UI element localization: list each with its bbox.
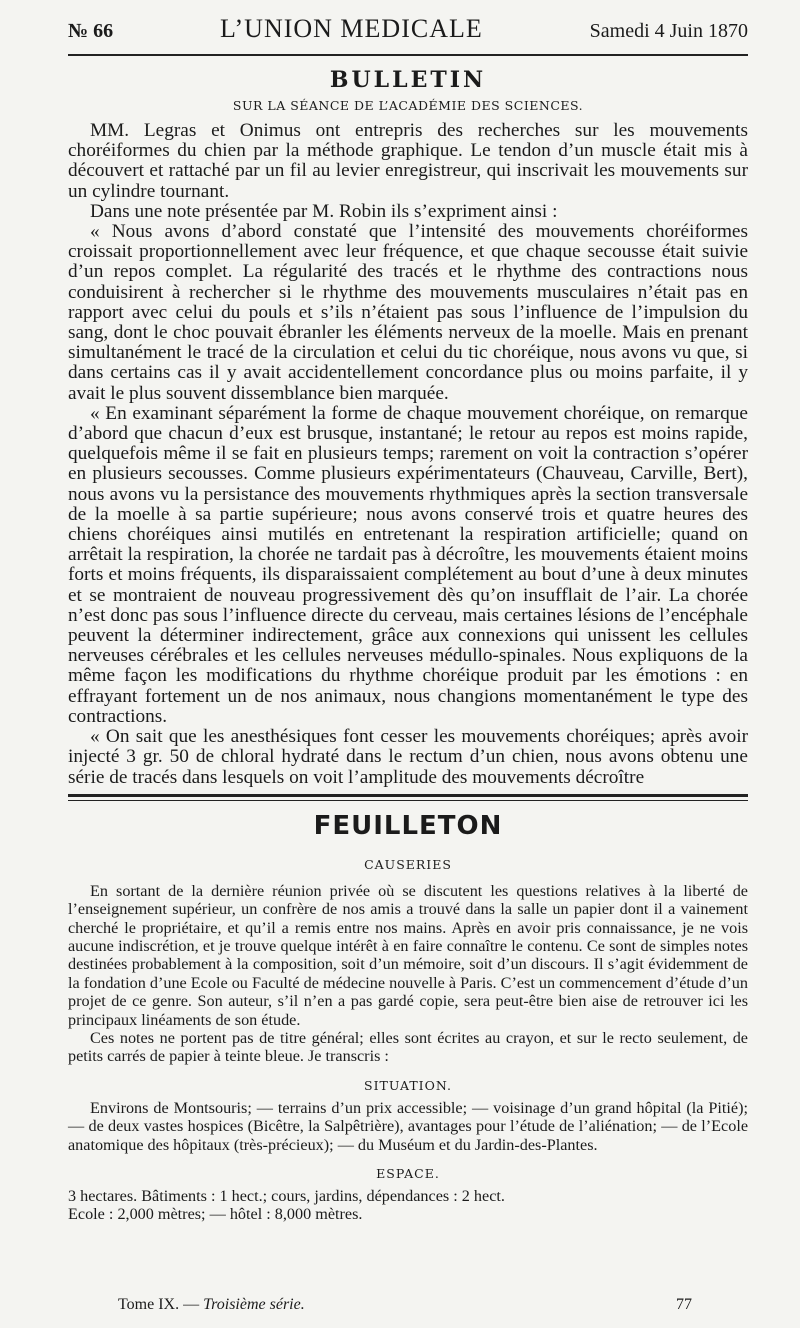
- bulletin-paragraph: Dans une note présentée par M. Robin ils s’expriment ainsi :: [90, 200, 558, 222]
- bulletin-subtitle: SUR LA SÉANCE DE L’ACADÉMIE DES SCIENCES.: [232, 98, 584, 113]
- bulletin-paragraph: MM. Legras et Onimus ont entrepris des recherches sur les mouvements choréiformes du chien par la méthode graphique. Le tendon d’un muscle était mis à découvert et rattaché par un fil au levier enregistreur, qui inscrivait les mouvements sur un cylindre tournant.: [68, 120, 748, 202]
- page-number: 77: [676, 1296, 692, 1313]
- volume-info: [118, 1296, 305, 1314]
- bulletin-title: BULLETIN: [329, 67, 487, 93]
- issue-date: Samedi 4 Juin 1870: [589, 20, 748, 42]
- section-divider: [68, 794, 748, 801]
- journal-title: L’UNION MEDICALE: [220, 14, 483, 43]
- feuilleton-paragraph: Ces notes ne portent pas de titre général; elles sont écrites au crayon, et sur le recto seulement, de petits carrés de papier à teinte bleue. Je transcris :: [68, 1028, 748, 1066]
- header-rule: [68, 54, 748, 56]
- bulletin-paragraph: « On sait que les anesthésiques font cesser les mouvements choréiques; après avoir injecté 3 gr. 50 de chloral hydraté dans le rectum d’un chien, nous avons obtenu une série de tracés dans lesquels on voit l’amplitude des mouvements décroître: [68, 726, 748, 788]
- page-footer: [118, 1296, 692, 1314]
- feuilleton-body: [68, 882, 748, 1224]
- feuilleton-subtitle: CAUSERIES: [364, 856, 452, 872]
- situation-text: Environs de Montsouris; — terrains d’un prix accessible; — voisinage d’un grand hôpital (la Pitié); — de deux vastes hospices (Bicêtre, la Salpêtrière), avantages pour l’étude de l’aliénation; — de l’Ecole anatomique des hôpitaux (très-précieux); — du Muséum et du Jardin-des-Plantes.: [68, 1098, 748, 1154]
- situation-heading: SITUATION.: [364, 1077, 452, 1093]
- espace-line: Ecole : 2,000 mètres; — hôtel : 8,000 mètres.: [68, 1205, 363, 1224]
- feuilleton-title: FEUILLETON: [313, 810, 503, 841]
- series-label: Troisième série.: [203, 1296, 305, 1313]
- bulletin-body: [68, 121, 748, 788]
- feuilleton-paragraph: En sortant de la dernière réunion privée où se discutent les questions relatives à la liberté de l’enseignement supérieur, un confrère de nos amis a trouvé dans la salle un papier dont il a vainement cherché le propriétaire, et qu’il a remis entre nos mains. Après en avoir pris connaissance, je ne vois aucune indiscrétion, et je trouve quelque intérêt à en faire connaître le contenu. Ce sont de simples notes destinées probablement à la composition, soit d’un mémoire, soit d’un discours. Il s’agit évidemment de la fondation d’une Ecole ou Faculté de médecine nouvelle à Paris. C’est un commencement d’étude d’un projet de ce genre. Son auteur, s’il n’en a pas gardé copie, sera peut-être bien aise de retrouver ici les principaux linéaments de son étude.: [68, 881, 748, 1029]
- issue-number: № 66: [68, 20, 114, 42]
- bulletin-paragraph: « En examinant séparément la forme de chaque mouvement choréique, on remarque d’abord que chacun d’eux est brusque, instantané; le retour au repos est moins rapide, quelquefois même il se fait en plusieurs temps; rarement on voit la contraction s’opérer en plusieurs secousses. Comme plusieurs expérimentateurs (Chauveau, Carville, Bert), nous avons vu la persistance des mouvements rhythmiques après la section transversale de la moelle à sa partie supérieure; nous avons conservé trois et quatre heures des chiens choréiques ainsi mutilés en entretenant la respiration artificielle; quand on arrêtait la respiration, la chorée ne tardait pas à décroître, les mouvements étaient moins forts et moins fréquents, ils disparaissaient complétement au bout d’une à deux minutes et se montraient de nouveau progressivement dès qu’on insufflait de l’air. La chorée n’est donc pas sous l’influence directe du cerveau, mais certaines lésions de l’encéphale peuvent la déterminer indirectement, grâce aux connexions qui unissent les cellules nerveuses cérébrales et les cellules nerveuses médullo-spinales. Nous expliquons de la même façon les modifications du rhythme choréique produit par les émotions : en effrayant fortement un de nos animaux, nous changions momentanément le type des contractions.: [68, 402, 748, 727]
- page-header: [68, 14, 748, 48]
- espace-line: 3 hectares. Bâtiments : 1 hect.; cours, jardins, dépendances : 2 hect.: [68, 1186, 505, 1205]
- bulletin-paragraph: « Nous avons d’abord constaté que l’intensité des mouvements choréiformes croissait proportionnellement avec leur fréquence, et que chaque secousse était suivie d’un repos complet. La régularité des tracés et le rhythme des contractions nous conduisirent à rechercher si le rhythme des mouvements musculaires n’était pas en rapport avec celui du pouls et s’ils n’étaient pas sous l’influence de l’impulsion du sang, dont le choc pouvait ébranler les éléments nerveux de la moelle. Mais en prenant simultanément le tracé de la circulation et celui du tic choréique, nous avons vu que, si dans certains cas il y avait accidentellement concordance plus ou moins parfaite, il y avait le plus souvent dissemblance bien marquée.: [68, 221, 748, 404]
- espace-heading: ESPACE.: [376, 1165, 440, 1181]
- volume-label: Tome IX. —: [118, 1296, 200, 1313]
